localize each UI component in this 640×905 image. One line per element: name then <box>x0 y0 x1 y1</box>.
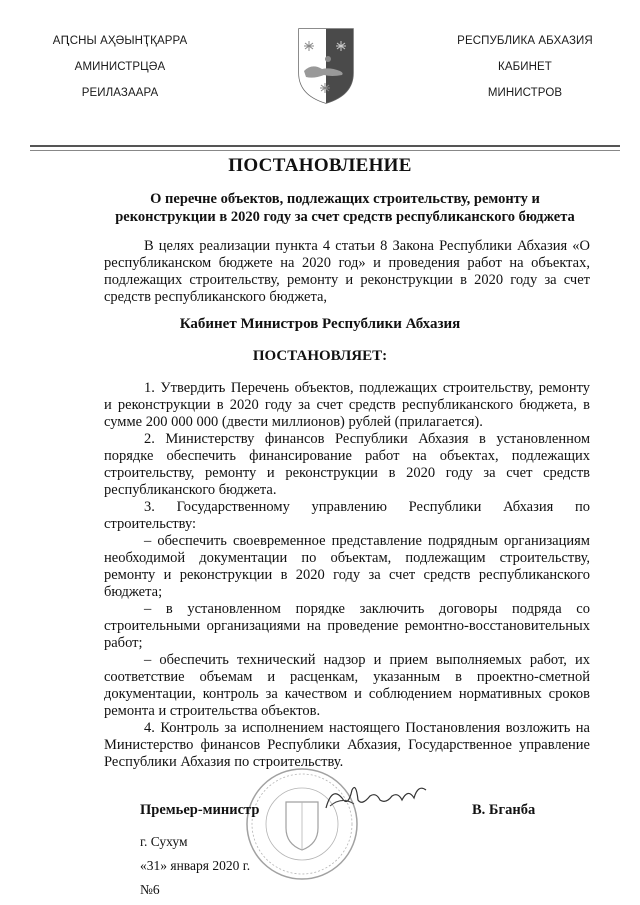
item-2: 2. Министерству финансов Республики Абхазия в установленном порядке обеспечить финансирование работ на объектах, подлежащих строительству, ремонту и реконструкции в 2020 году за счет средств республиканского бюджета. <box>104 431 590 498</box>
resolves-heading: ПОСТАНОВЛЯЕТ: <box>252 348 388 364</box>
item-3-sub-2: – в установленном порядке заключить договоры подряда со строительными организациями на проведение ремонтно-восстановительных работ; <box>104 601 590 651</box>
item-1: 1. Утвердить Перечень объектов, подлежащих строительству, ремонту и реконструкции в 2020 году за счет средств республиканского бюджета, в сумме 200 000 000 (двести миллионов) рублей (прилагается). <box>104 380 590 430</box>
item-4: 4. Контроль за исполнением настоящего Постановления возложить на Министерство финансов Республики Абхазия, Государственное управление Республики Абхазия по строительству. <box>104 720 590 770</box>
letterhead-left <box>40 28 200 106</box>
place: г. Сухум <box>140 834 188 849</box>
subtitle-line-2: реконструкции в 2020 году за счет средств республиканского бюджета <box>115 209 575 225</box>
letterhead-right-line-2: КАБИНЕТ <box>498 61 552 73</box>
letterhead-right-line-3: МИНИСТРОВ <box>487 87 563 99</box>
signatory-position: Премьер-министр <box>140 802 260 818</box>
resolution-items <box>104 380 590 771</box>
coat-of-arms-icon <box>296 27 356 105</box>
letterhead-left-line-3: РЕИЛАЗААРА <box>81 87 159 99</box>
document-title: ПОСТАНОВЛЕНИЕ <box>228 155 412 176</box>
subtitle-line-1: О перечне объектов, подлежащих строительству, ремонту и <box>150 191 540 207</box>
signatory-name: В. Бганба <box>472 802 536 818</box>
item-3-sub-3: – обеспечить технический надзор и прием выполняемых работ, их соответствие объемам и расценкам, указанным в проектно-сметной документации, контроль за качеством и соблюдением нормативных сроков ремонта и строительства объектов. <box>104 652 590 719</box>
letterhead-right <box>440 28 610 106</box>
date: «31» января 2020 г. <box>140 858 251 873</box>
letterhead-left-line-2: АМИНИСТРЦӘА <box>74 61 166 73</box>
preamble <box>104 238 590 306</box>
item-3: 3. Государственному управлению Республики Абхазия по строительству: <box>104 499 590 532</box>
item-3-sub-1: – обеспечить своевременное представление подрядным организациям необходимой документации по объектам, подлежащим строительству, ремонту и реконструкции в 2020 году за счет средств республиканского бюджета; <box>104 533 590 600</box>
handwritten-signature-icon <box>322 778 442 818</box>
document-subtitle <box>100 190 590 226</box>
letterhead-left-line-1: АԤСНЫ АҲӘЫНҬҚАРРА <box>52 35 188 47</box>
document-number: №6 <box>140 882 160 897</box>
preamble-text: В целях реализации пункта 4 статьи 8 Закона Республики Абхазия «О республиканском бюджете на 2020 год» и проведения работ на объектах, подлежащих строительству, ремонту и реконструкции в 2020 году за счет средств республиканского бюджета, <box>104 238 590 305</box>
letterhead-right-line-1: РЕСПУБЛИКА АБХАЗИЯ <box>457 35 593 47</box>
issuer-heading: Кабинет Министров Республики Абхазия <box>179 316 461 332</box>
letterhead-divider <box>30 145 620 151</box>
